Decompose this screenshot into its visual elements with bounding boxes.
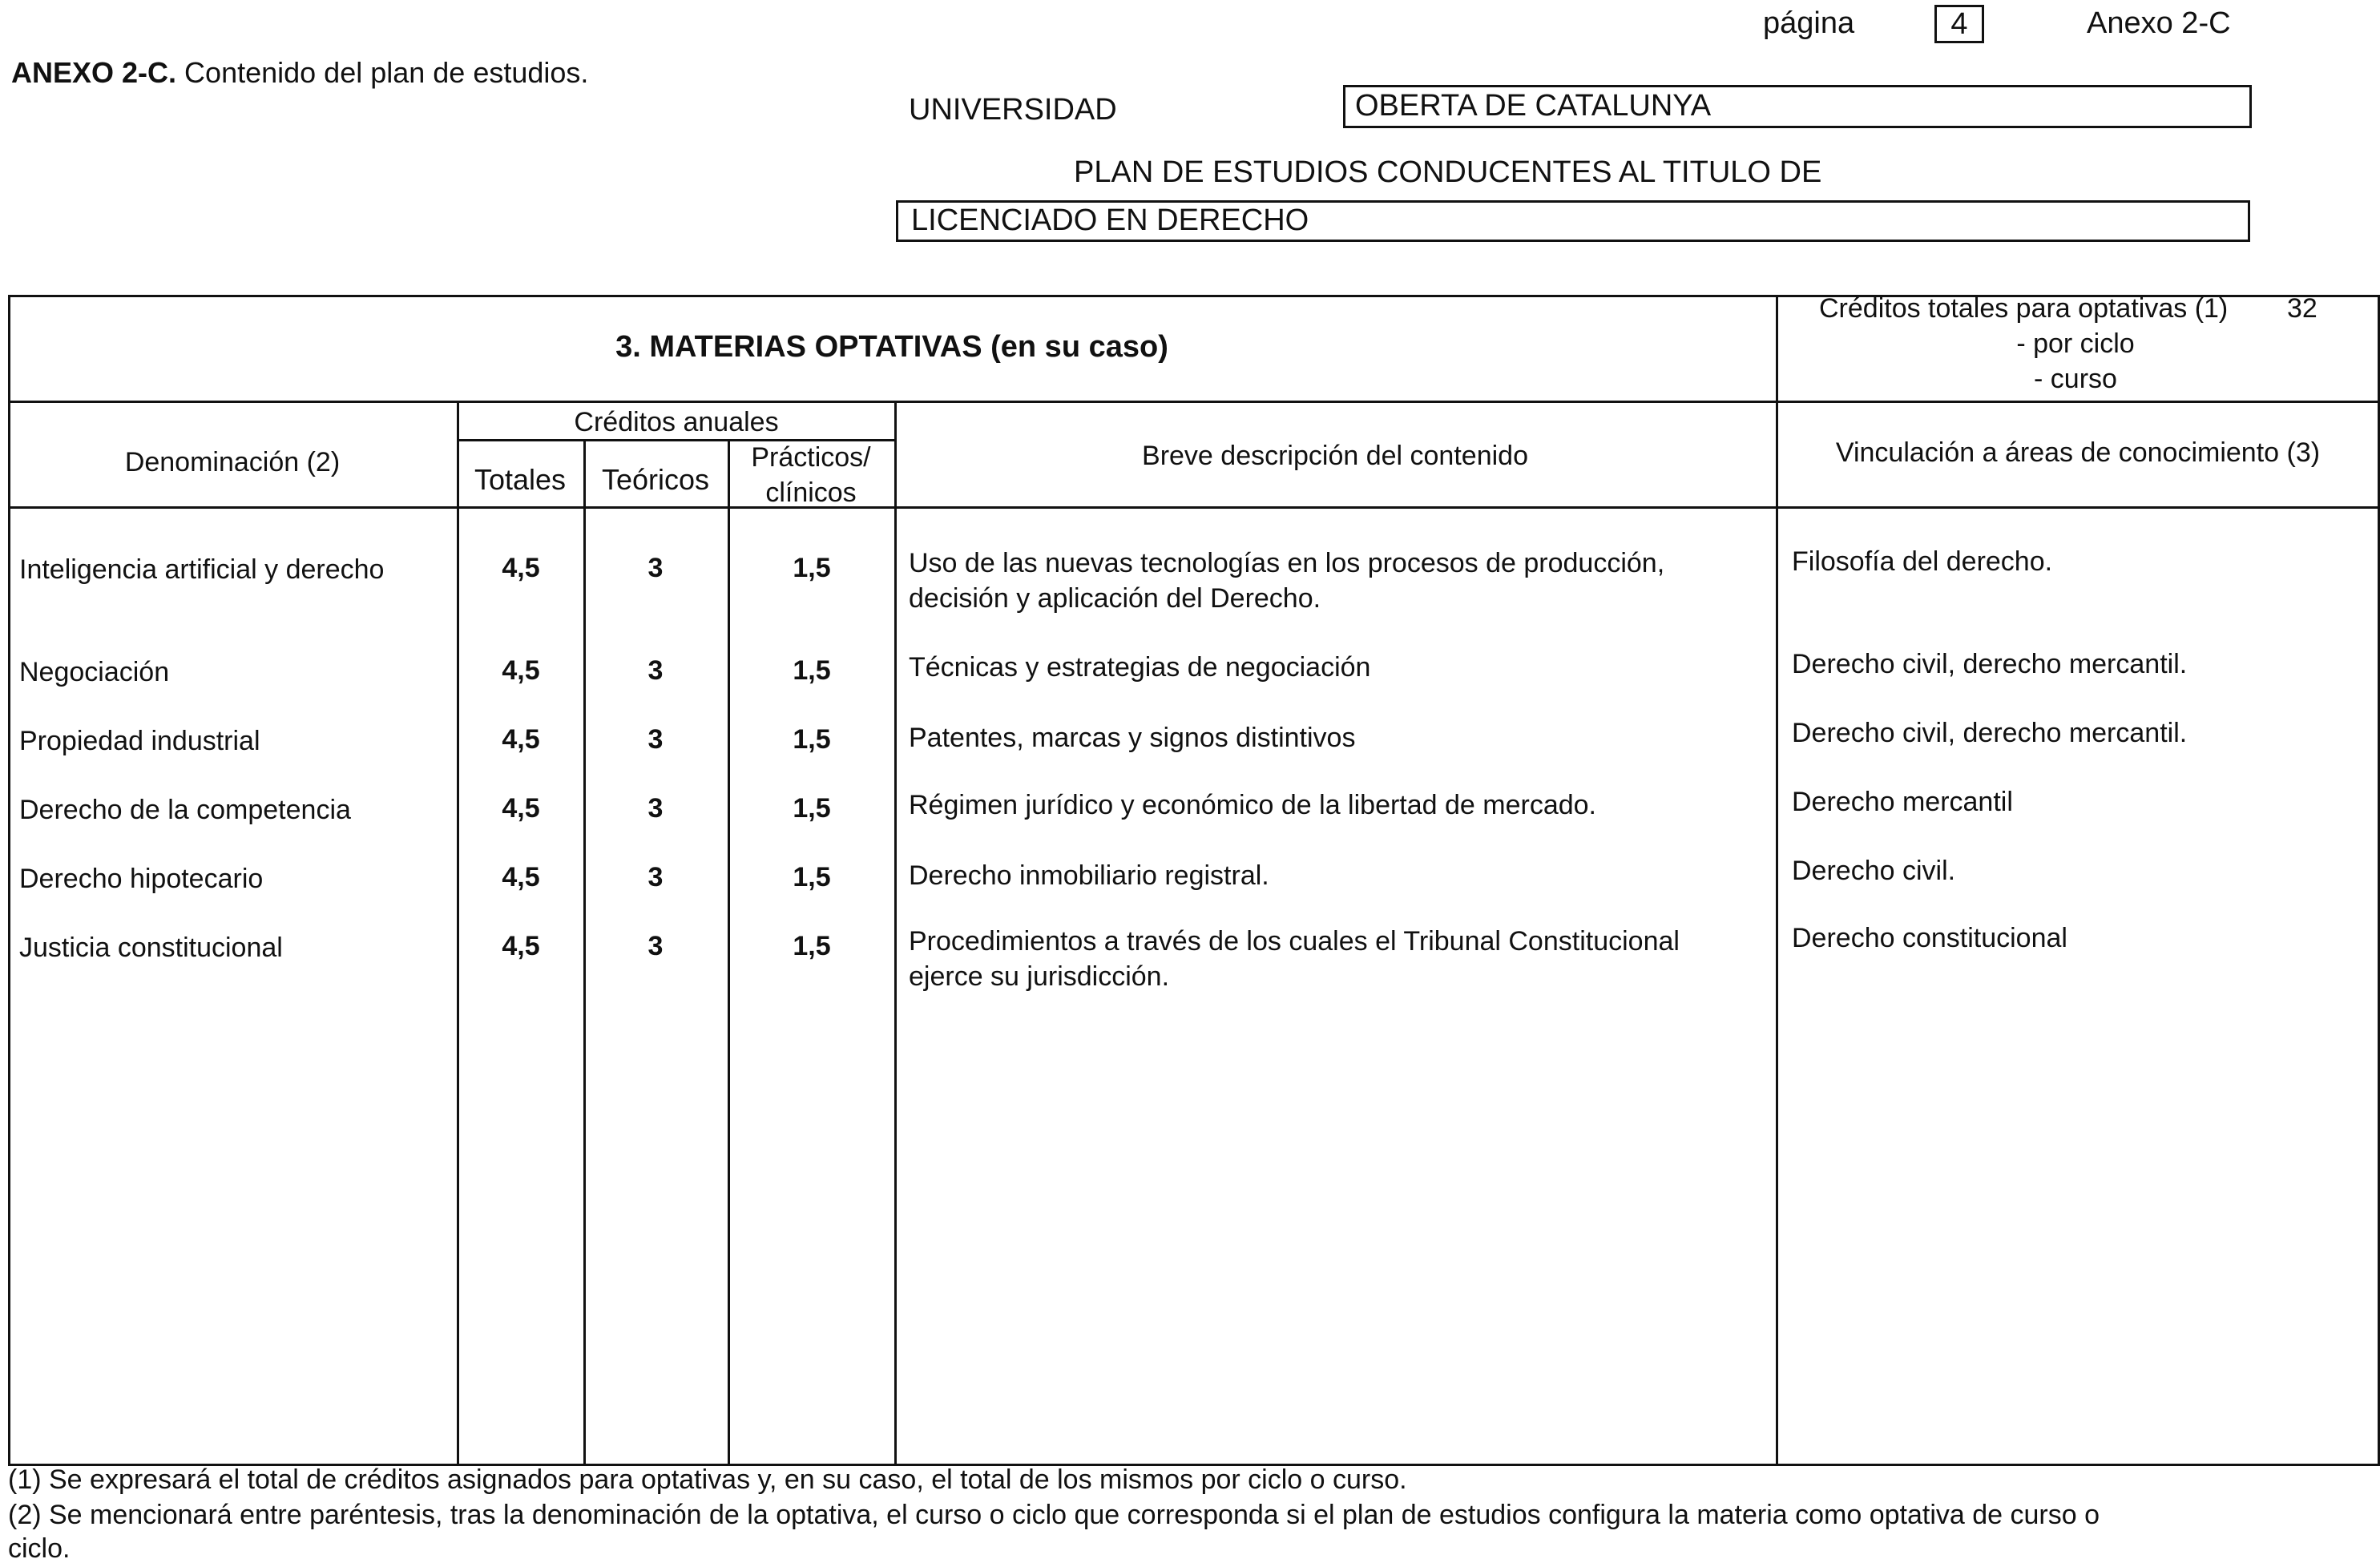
col-header-denominacion: Denominación (2) xyxy=(124,447,341,477)
row-area: Filosofía del derecho. xyxy=(1792,546,2053,577)
col-header-vinculacion: Vinculación a áreas de conocimiento (3) xyxy=(1835,437,2321,468)
row-totales: 4,5 xyxy=(502,655,540,686)
row-teoricos: 3 xyxy=(647,793,664,824)
row-practicos: 1,5 xyxy=(793,724,831,755)
divider-vinculacion xyxy=(1776,295,1778,1466)
row-practicos: 1,5 xyxy=(793,655,831,686)
row-denominacion: Justicia constitucional xyxy=(19,933,283,963)
row-descripcion-line1: Técnicas y estrategias de negociación xyxy=(909,652,1371,683)
row-descripcion-line2: ejerce su jurisdicción. xyxy=(909,961,1170,992)
row-teoricos: 3 xyxy=(647,931,664,961)
divider-title xyxy=(8,401,2380,403)
row-denominacion: Derecho hipotecario xyxy=(19,864,264,894)
pagina-label: página xyxy=(1763,6,1855,40)
row-teoricos: 3 xyxy=(647,724,664,755)
row-teoricos: 3 xyxy=(647,655,664,686)
row-practicos: 1,5 xyxy=(793,931,831,961)
curso-label: - curso xyxy=(2034,364,2117,394)
universidad-field xyxy=(1343,85,2252,128)
row-teoricos: 3 xyxy=(647,553,664,583)
pagina-number-box xyxy=(1934,5,1984,43)
row-denominacion: Negociación xyxy=(19,657,170,687)
titulo-field xyxy=(896,200,2250,242)
row-practicos: 1,5 xyxy=(793,793,831,824)
footnote-3: ciclo. xyxy=(8,1533,71,1564)
pagina-number: 4 xyxy=(1950,7,1968,41)
row-practicos: 1,5 xyxy=(793,553,831,583)
row-denominacion: Inteligencia artificial y derecho xyxy=(19,554,385,585)
divider-creditos-anuales xyxy=(457,439,896,441)
row-teoricos: 3 xyxy=(647,862,664,892)
row-totales: 4,5 xyxy=(502,793,540,824)
row-totales: 4,5 xyxy=(502,862,540,892)
universidad-label: UNIVERSIDAD xyxy=(909,93,1117,127)
universidad-value: OBERTA DE CATALUNYA xyxy=(1355,89,1712,123)
col-header-creditos-anuales: Créditos anuales xyxy=(574,407,779,437)
col-header-practicos-2: clínicos xyxy=(765,477,857,508)
section-title: 3. MATERIAS OPTATIVAS (en su caso) xyxy=(615,330,1168,364)
row-descripcion-line1: Procedimientos a través de los cuales el Tribunal Constitucional xyxy=(909,926,1680,957)
creditos-totales-label: Créditos totales para optativas (1) xyxy=(1819,293,2229,324)
row-descripcion-line1: Régimen jurídico y económico de la libertad de mercado. xyxy=(909,790,1597,820)
footnote-2: (2) Se mencionará entre paréntesis, tras la denominación de la optativa, el curso o ciclo que corresponda si el plan de estudios configura la materia como optativa de curso o xyxy=(8,1500,2100,1530)
divider-header xyxy=(8,506,2380,509)
row-area: Derecho civil, derecho mercantil. xyxy=(1792,649,2188,679)
row-area: Derecho civil. xyxy=(1792,856,1956,886)
anexo-label: Anexo 2-C xyxy=(2087,6,2231,40)
row-descripcion-line2: decisión y aplicación del Derecho. xyxy=(909,583,1321,614)
col-header-descripcion: Breve descripción del contenido xyxy=(1142,441,1528,471)
creditos-totales-value: 32 xyxy=(2287,293,2317,324)
row-totales: 4,5 xyxy=(502,724,540,755)
por-ciclo-label: - por ciclo xyxy=(2016,328,2135,359)
col-header-practicos-1: Prácticos/ xyxy=(751,442,871,473)
row-denominacion: Propiedad industrial xyxy=(19,726,260,756)
row-area: Derecho mercantil xyxy=(1792,787,2013,817)
titulo-value: LICENCIADO EN DERECHO xyxy=(911,203,1309,237)
row-denominacion: Derecho de la competencia xyxy=(19,795,351,825)
col-header-totales: Totales xyxy=(474,463,567,496)
col-header-teoricos: Teóricos xyxy=(601,463,710,496)
row-descripcion-line1: Uso de las nuevas tecnologías en los procesos de producción, xyxy=(909,548,1665,578)
plan-label: PLAN DE ESTUDIOS CONDUCENTES AL TITULO DE xyxy=(1074,155,1822,189)
anexo-title-bold: ANEXO 2-C. xyxy=(11,56,177,89)
anexo-title xyxy=(11,56,588,90)
row-area: Derecho constitucional xyxy=(1792,923,2067,953)
row-practicos: 1,5 xyxy=(793,862,831,892)
row-descripcion-line1: Derecho inmobiliario registral. xyxy=(909,860,1269,891)
row-area: Derecho civil, derecho mercantil. xyxy=(1792,718,2188,748)
anexo-title-rest: Contenido del plan de estudios. xyxy=(176,56,589,89)
row-totales: 4,5 xyxy=(502,553,540,583)
row-totales: 4,5 xyxy=(502,931,540,961)
footnote-1: (1) Se expresará el total de créditos asignados para optativas y, en su caso, el total de los mismos por ciclo o curso. xyxy=(8,1464,1407,1495)
row-descripcion-line1: Patentes, marcas y signos distintivos xyxy=(909,723,1356,753)
